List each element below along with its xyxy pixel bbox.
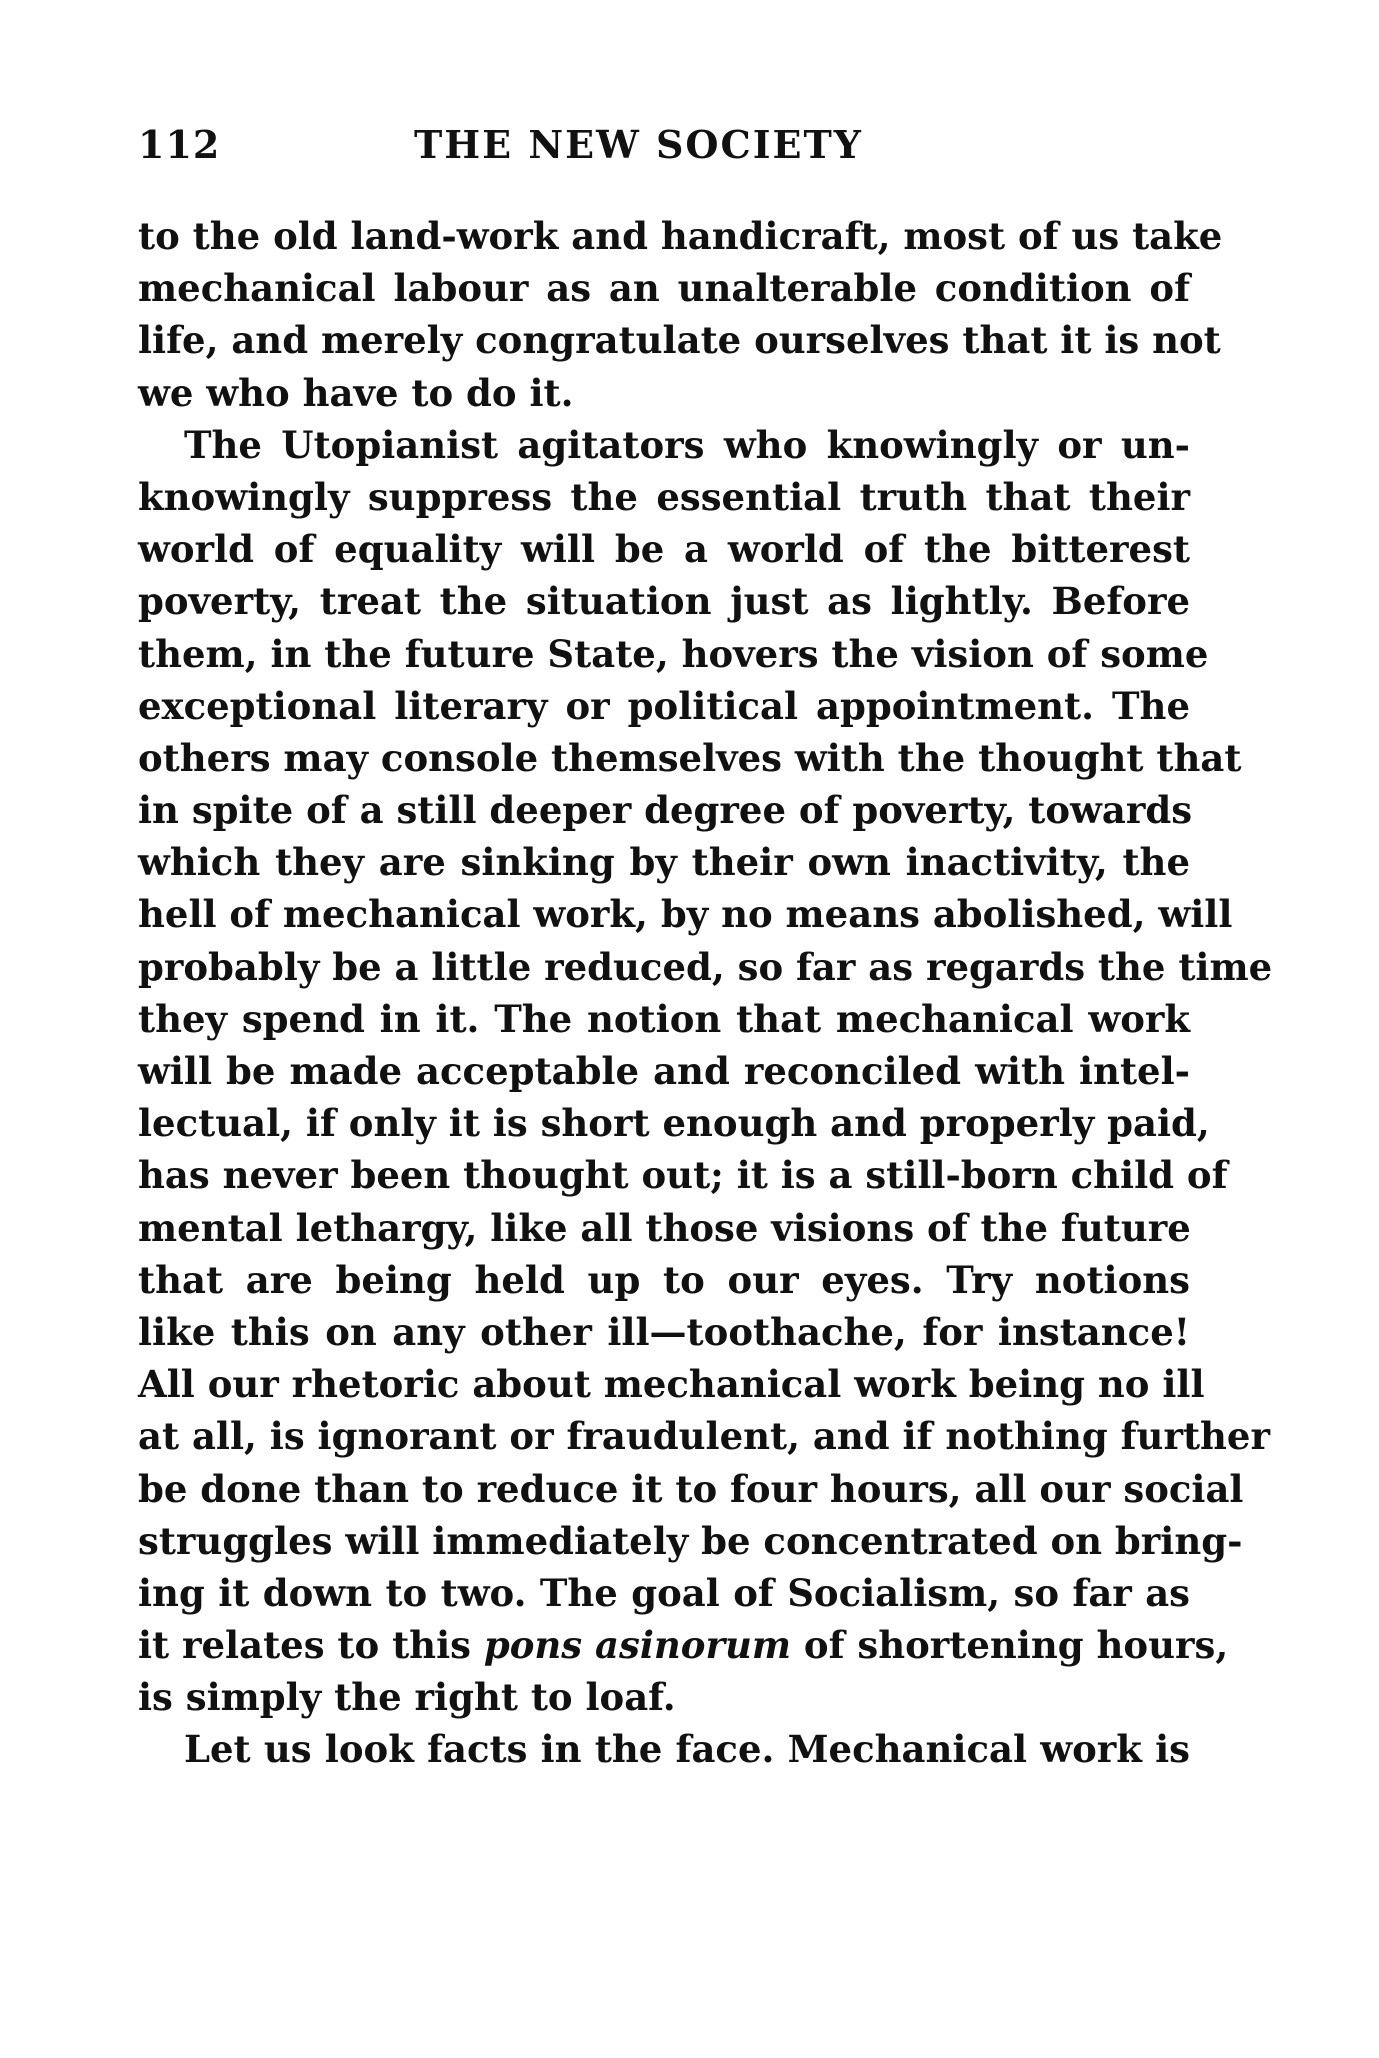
text-line: hell of mechanical work, by no means abolished, will (138, 892, 1233, 937)
text-line: poverty, treat the situation just as lightly. Before (138, 579, 1190, 624)
text-line: has never been thought out; it is a still-born child of (138, 1153, 1228, 1198)
text-line: we who have to do it. (138, 370, 574, 415)
page-header (138, 122, 1190, 182)
text-line: The Utopianist agitators who knowingly or un- (184, 422, 1190, 467)
text-line: struggles will immediately be concentrated on bring- (138, 1518, 1243, 1563)
text-line: which they are sinking by their own inactivity, the (138, 840, 1190, 885)
text-line: life, and merely congratulate ourselves that it is not (138, 318, 1221, 363)
text-fragment: of shortening hours, (791, 1623, 1229, 1668)
text-line: exceptional literary or political appointment. The (138, 683, 1190, 728)
page-number: 112 (138, 122, 221, 167)
text-fragment: it relates to this (138, 1623, 484, 1668)
text-line: probably be a little reduced, so far as regards the time (138, 944, 1273, 989)
italic-phrase: pons asinorum (483, 1623, 792, 1668)
text-line: in spite of a still deeper degree of poverty, towards (138, 788, 1193, 833)
text-line: they spend in it. The notion that mechanical work (138, 996, 1190, 1041)
text-line: will be made acceptable and reconciled with intel- (138, 1049, 1190, 1093)
text-line: mental lethargy, like all those visions of the future (138, 1205, 1191, 1250)
text-line: All our rhetoric about mechanical work being no ill (138, 1362, 1205, 1407)
text-line: like this on any other ill—toothache, for instance! (138, 1309, 1190, 1354)
text-line: that are being held up to our eyes. Try notions (138, 1257, 1190, 1302)
text-line: Let us look facts in the face. Mechanical work is (184, 1727, 1190, 1772)
running-head: THE NEW SOCIETY (414, 122, 863, 167)
text-line: others may console themselves with the thought that (138, 735, 1242, 780)
text-line: world of equality will be a world of the bitterest (138, 527, 1190, 572)
body-text (138, 210, 1273, 1776)
text-line: lectual, if only it is short enough and properly paid, (138, 1101, 1210, 1146)
text-line: to the old land-work and handicraft, most of us take (138, 214, 1223, 258)
text-line: mechanical labour as an unalterable condition of (138, 266, 1190, 311)
text-line-with-italic (138, 1619, 1229, 1671)
text-line: be done than to reduce it to four hours, all our social (138, 1466, 1244, 1511)
text-line: at all, is ignorant or fraudulent, and if nothing further (138, 1414, 1270, 1459)
text-line: knowingly suppress the essential truth that their (138, 474, 1190, 519)
text-line: is simply the right to loaf. (138, 1675, 676, 1720)
text-line: them, in the future State, hovers the vision of some (138, 631, 1209, 676)
text-line: ing it down to two. The goal of Socialism, so far as (138, 1570, 1190, 1615)
